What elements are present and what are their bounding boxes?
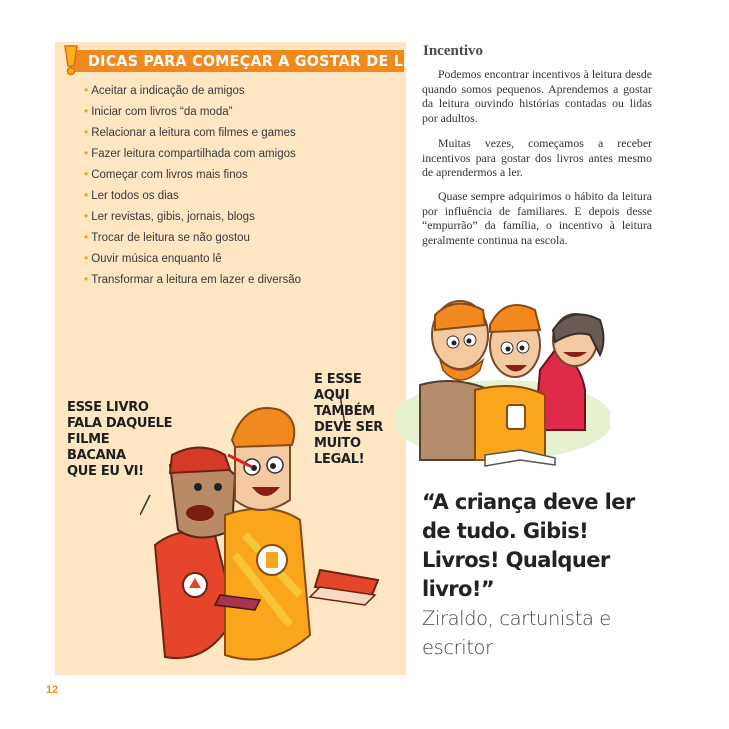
bullet-icon: •	[84, 83, 89, 97]
list-item	[84, 209, 301, 230]
bullet-icon: •	[84, 167, 89, 181]
list-item	[84, 146, 301, 167]
tips-header	[60, 48, 431, 74]
tip-text: Trocar de leitura se não gostou	[91, 232, 250, 244]
page-number: 12	[46, 684, 59, 696]
tips-list	[84, 83, 301, 293]
family-reading-illustration	[395, 290, 610, 470]
tip-text: Transformar a leitura em lazer e diversão	[91, 274, 302, 286]
tip-text: Ler todos os dias	[91, 190, 179, 202]
list-item	[84, 125, 301, 146]
list-item	[84, 104, 301, 125]
right-speech-text: E ESSE AQUI TAMBÉM DEVE SER MUITO LEGAL!	[314, 372, 383, 467]
article-paragraph: Quase sempre adquirimos o hábito da leitura por influência de familiares. E depois desse “empurrão” da família, o incentivo à leitura geralmente continua na escola.	[422, 189, 652, 247]
left-speech-text: ESSE LIVRO FALA DAQUELE FILME BACANA QUE EU VI!	[67, 400, 173, 479]
article-title: Incentivo	[423, 43, 483, 59]
tip-text: Ler revistas, gibis, jornais, blogs	[91, 211, 255, 223]
exclamation-icon	[60, 44, 82, 76]
bullet-icon: •	[84, 188, 89, 202]
list-item	[84, 272, 301, 293]
list-item	[84, 167, 301, 188]
list-item	[84, 83, 301, 104]
tips-title: DICAS PARA COMEÇAR A GOSTAR DE LER:	[88, 52, 431, 70]
tip-text: Aceitar a indicação de amigos	[91, 85, 245, 97]
tip-text: Ouvir música enquanto lê	[91, 253, 222, 265]
list-item	[84, 251, 301, 272]
bullet-icon: •	[84, 146, 89, 160]
list-item	[84, 230, 301, 251]
list-item	[84, 188, 301, 209]
tip-text: Fazer leitura compartilhada com amigos	[91, 148, 296, 160]
bullet-icon: •	[84, 251, 89, 265]
tip-text: Iniciar com livros “da moda”	[91, 106, 233, 118]
quote-text: “A criança deve ler de tudo. Gibis! Livros! Qualquer livro!”	[422, 490, 635, 601]
tip-text: Começar com livros mais finos	[91, 169, 248, 181]
bullet-icon: •	[84, 104, 89, 118]
quote-author: Ziraldo, cartunista e escritor	[422, 607, 611, 659]
article-paragraph: Muitas vezes, começamos a receber incentivos para gostar dos livros antes mesmo de aprendermos a ler.	[422, 136, 652, 179]
bullet-icon: •	[84, 272, 89, 286]
bullet-icon: •	[84, 125, 89, 139]
bullet-icon: •	[84, 209, 89, 223]
article-paragraph: Podemos encontrar incentivos à leitura desde quando somos pequenos. Aprendemos a gostar da leitura ouvindo histórias contadas ou lidas por adultos.	[422, 67, 652, 125]
bullet-icon: •	[84, 230, 89, 244]
tip-text: Relacionar a leitura com filmes e games	[91, 127, 296, 139]
